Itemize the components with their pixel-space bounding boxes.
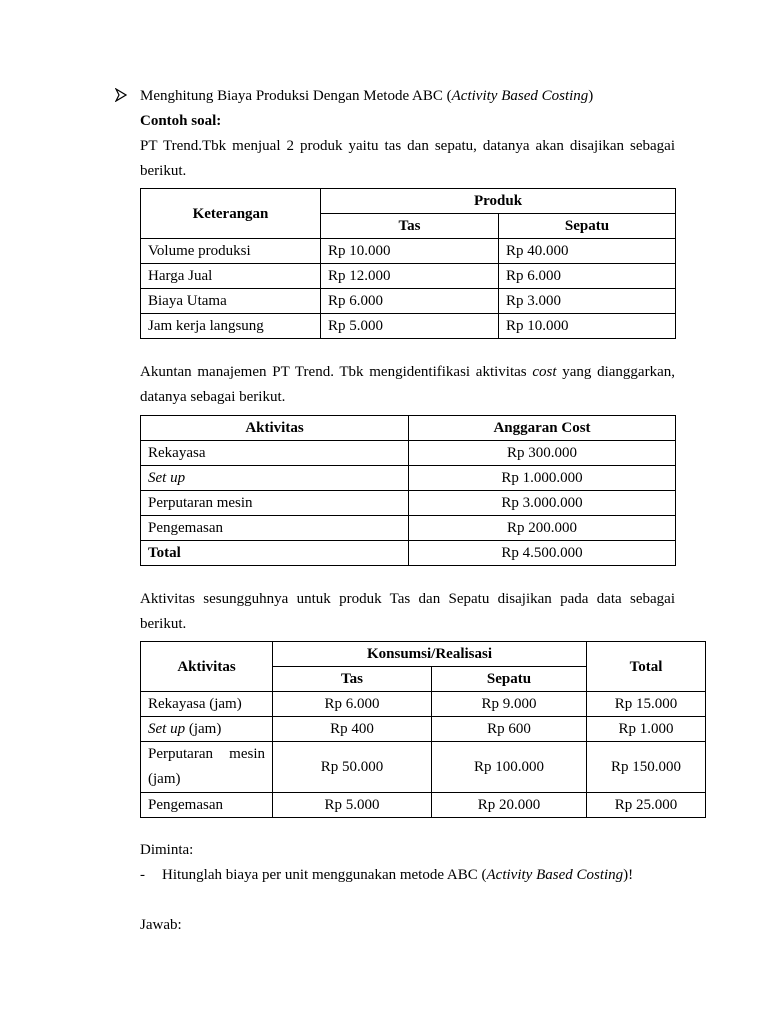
budget-paragraph-text: Akuntan manajemen PT Trend. Tbk mengidentifikasi aktivitas xyxy=(140,364,533,380)
arrow-bullet-icon xyxy=(115,88,127,108)
row-total-value: Rp 1.000 xyxy=(587,717,706,742)
row-sepatu-value: Rp 40.000 xyxy=(499,239,676,264)
row-label: Harga Jual xyxy=(141,264,321,289)
row-value: Rp 1.000.000 xyxy=(409,466,676,491)
table-row xyxy=(141,314,676,339)
consumption-table xyxy=(140,641,706,818)
actual-activity-paragraph: Aktivitas sesungguhnya untuk produk Tas dan Sepatu disajikan pada data sebagai xyxy=(140,591,675,607)
row-label xyxy=(141,717,273,742)
header-tas: Tas xyxy=(273,667,432,692)
header-sepatu: Sepatu xyxy=(499,214,676,239)
row-label: Pengemasan xyxy=(141,793,273,818)
header-tas: Tas xyxy=(321,214,499,239)
table-row xyxy=(141,289,676,314)
row-tas-value: Rp 400 xyxy=(273,717,432,742)
row-label: Perputaran mesin xyxy=(141,491,409,516)
row-tas-value: Rp 50.000 xyxy=(273,742,432,793)
row-label: Rekayasa xyxy=(141,441,409,466)
row-value: Rp 200.000 xyxy=(409,516,676,541)
row-value: Rp 3.000.000 xyxy=(409,491,676,516)
table-row xyxy=(141,516,676,541)
heading-italic-text: Activity Based Costing xyxy=(451,88,589,104)
section-heading xyxy=(140,84,593,109)
row-label: Set up xyxy=(141,466,409,491)
table-row xyxy=(141,466,676,491)
heading-close-paren: ) xyxy=(588,88,594,104)
row-sepatu-value: Rp 6.000 xyxy=(499,264,676,289)
row-tas-value: Rp 5.000 xyxy=(273,793,432,818)
table-row xyxy=(141,441,676,466)
row-sepatu-value: Rp 20.000 xyxy=(432,793,587,818)
row-sepatu-value: Rp 600 xyxy=(432,717,587,742)
intro-paragraph-cont: berikut. xyxy=(140,163,187,179)
total-row xyxy=(141,541,676,566)
activity-budget-table xyxy=(140,415,676,566)
diminta-label: Diminta: xyxy=(140,842,194,858)
task-dash: - xyxy=(140,867,145,883)
row-label: Jam kerja langsung xyxy=(141,314,321,339)
jawab-label: Jawab: xyxy=(140,917,182,933)
row-label: Biaya Utama xyxy=(141,289,321,314)
row-label xyxy=(141,742,273,793)
row-tas-value: Rp 6.000 xyxy=(321,289,499,314)
table-row xyxy=(141,692,706,717)
row-tas-value: Rp 6.000 xyxy=(273,692,432,717)
example-label: Contoh soal: xyxy=(140,113,222,129)
row-label: Rekayasa (jam) xyxy=(141,692,273,717)
row-label-line2: (jam) xyxy=(148,771,181,787)
table-row xyxy=(141,717,706,742)
budget-paragraph xyxy=(140,360,675,385)
task-text-end: )! xyxy=(623,867,634,883)
row-sepatu-value: Rp 3.000 xyxy=(499,289,676,314)
heading-text: Menghitung Biaya Produksi Dengan Metode ABC ( xyxy=(140,88,452,104)
row-sepatu-value: Rp 100.000 xyxy=(432,742,587,793)
header-sepatu: Sepatu xyxy=(432,667,587,692)
row-total-value: Rp 15.000 xyxy=(587,692,706,717)
total-label: Total xyxy=(141,541,409,566)
budget-paragraph-text-end: yang dianggarkan, xyxy=(556,364,675,380)
row-label: Volume produksi xyxy=(141,239,321,264)
row-label-line1: Perputaran mesin xyxy=(148,746,265,762)
row-tas-value: Rp 12.000 xyxy=(321,264,499,289)
header-produk: Produk xyxy=(321,189,676,214)
header-anggaran-cost: Anggaran Cost xyxy=(409,416,676,441)
row-label-italic: Set up xyxy=(148,721,186,737)
table-row xyxy=(141,264,676,289)
budget-paragraph-cont: datanya sebagai berikut. xyxy=(140,389,286,405)
actual-activity-paragraph-cont: berikut. xyxy=(140,616,187,632)
budget-paragraph-italic: cost xyxy=(532,364,557,380)
header-keterangan: Keterangan xyxy=(141,189,321,239)
task-text xyxy=(162,863,633,888)
row-total-value: Rp 150.000 xyxy=(587,742,706,793)
row-value: Rp 300.000 xyxy=(409,441,676,466)
table-row xyxy=(141,491,676,516)
task-text-start: Hitunglah biaya per unit menggunakan metode ABC ( xyxy=(162,867,487,883)
task-text-italic: Activity Based Costing xyxy=(486,867,624,883)
row-tas-value: Rp 5.000 xyxy=(321,314,499,339)
row-sepatu-value: Rp 9.000 xyxy=(432,692,587,717)
table-row xyxy=(141,742,706,793)
header-total: Total xyxy=(587,642,706,692)
total-value: Rp 4.500.000 xyxy=(409,541,676,566)
table-row xyxy=(141,239,676,264)
header-konsumsi-realisasi: Konsumsi/Realisasi xyxy=(273,642,587,667)
row-label: Pengemasan xyxy=(141,516,409,541)
header-aktivitas: Aktivitas xyxy=(141,642,273,692)
header-aktivitas: Aktivitas xyxy=(141,416,409,441)
row-total-value: Rp 25.000 xyxy=(587,793,706,818)
product-data-table xyxy=(140,188,676,339)
table-row xyxy=(141,793,706,818)
intro-paragraph: PT Trend.Tbk menjual 2 produk yaitu tas dan sepatu, datanya akan disajikan sebagai xyxy=(140,138,675,154)
row-sepatu-value: Rp 10.000 xyxy=(499,314,676,339)
row-tas-value: Rp 10.000 xyxy=(321,239,499,264)
row-label-rest: (jam) xyxy=(185,721,222,737)
